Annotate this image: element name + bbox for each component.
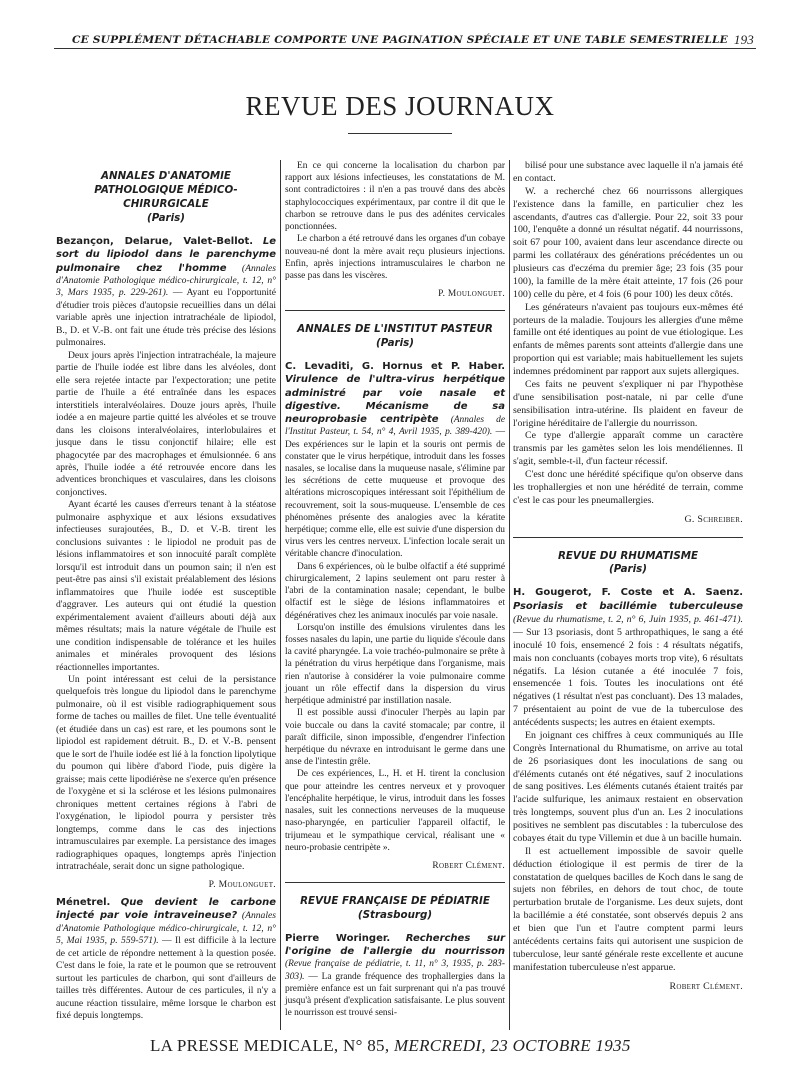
section-title: ANNALES D'ANATOMIE PATHOLOGIQUE MÉDICO-CHIRURGICALE [94,170,238,210]
article-paragraph: Le charbon a été retrouvé dans les organes d'un cobaye nouveau-né dont la mère avait reçu plusieurs injections. Enfin, après injections intramusculaires le charbon ne passe pas dans les viscères. [285,234,505,281]
page-number: 193 [733,32,754,47]
article-paragraph: De ces expériences, L., H. et H. tirent la conclusion que pour atteindre les centres nerveux et y provoquer l'encéphalite herpétique, le virus, introduit dans les fosses nasales, suit les connections nerveuses de la muqueuse naso-pharyngée, en particulier l'appareil olfactif, le trijumeau et le sympathique cervical, réalisant une « neuro-probasie centripète ». [285,769,505,853]
article-signature: Robert Clément. [432,860,505,871]
column-divider [509,160,510,1030]
article-paragraph: Ce type d'allergie apparaît comme un caractère transmis par les gamètes selon les lois mendéliennes. Il s'agit, semble-t-il, d'un facteur récessif. [513,430,743,468]
section-place: (Paris) [376,337,414,350]
article-paragraph: Dans 6 expériences, où le bulbe olfactif a été supprimé chirurgicalement, 2 lapins seulement ont paru rester à l'abri de la contamination nasale; cependant, le bulbe olfactif est le siège de lésions inflammatoires et dégénératives chez les animaux inoculés par voie nasale. [285,561,505,621]
article-title: Virulence de l'ultra-virus herpétique administré par voie nasale et digestive. Mécanisme de sa neuroprobasie centripète [285,374,505,426]
section-title: REVUE DU RHUMATISME [557,549,699,562]
title-rule [348,133,452,134]
section-heading [285,310,505,351]
article-paragraph: C'est donc une hérédité spécifique qu'on observe dans les trophallergies et non une hérédité de terrain, comme c'est le cas pour les pneumallergies. [513,469,743,506]
article-paragraph: Il est possible aussi d'inoculer l'herpès au lapin par voie buccale ou dans la cavité stomacale; par contre, il paraît difficile, sinon impossible, d'engendrer l'infection herpétique du névraxe en introduisant le germe dans une anse de l'intestin grêle. [285,708,505,768]
article-heading [56,235,276,350]
header-line: CE SUPPLÉMENT DÉTACHABLE COMPORTE UNE PAGINATION SPÉCIALE ET UNE TABLE SEMESTRIELLE [72,34,728,46]
column-2 [285,160,505,1019]
article-authors: H. Gougerot, F. Coste et A. Saenz. [513,587,743,599]
article-authors: Bezançon, Delarue, Valet-Bellot. [56,235,254,247]
article-paragraph: Ayant écarté les causes d'erreurs tenant à la stéatose pulmonaire asphyxique et aux lésions exsudatives infectieuses surajoutées, B., D. et V.-B. tirent les conclusions suivantes : le lipiodol ne produit pas de lésions inflammatoires et son innocuité paraît complète lorsqu'il est introduit dans un poumon sain; il n'en est peut-être pas ainsi s'il existait préalablement des lésions inflammatoires que l'huile iodée est susceptible d'aggraver. Les auteurs qui ont étudié la question expérimentalement avaient d'ailleurs abouti déjà aux mêmes résultats; mais la nature végétale de l'huile est une condition indispensable de tolérance et les huiles animales et minérales provoquent des lésions réactionnelles importantes. [56,499,276,673]
article-reference: (Annales d'Anatomie Pathologique médico-chirurgicale, t. 12, n° 5, Mai 1935, p. 559-571). [56,910,276,947]
section-title: ANNALES DE L'INSTITUT PASTEUR [297,323,493,336]
article-paragraph: Un point intéressant est celui de la persistance quelquefois très longue du lipiodol dans le parenchyme pulmonaire, où il est visible radiographiquement sous forme de taches ou mailles de filet. Une telle éventualité (et étudiée dans un cas) est rare, et les poumons sont le lipiodol est rapidement détruit. B., D. et V.-B. pensent que le sort de l'huile iodée est lié à la fonction lipolytique du poumon qui libère d'abord l'iode, puis digère la graisse; mais cette lipodiérèse ne s'exerce qu'en présence de l'oxygène et si la sclérose et les lésions pulmonaires chroniques mettent certaines régions à l'abri de l'oxygénation, le lipiodol pourra y persister très longtemps, comme dans le cas des injections intramusculaires par exemple. La persistance des images radiographiques opaques, longtemps après l'injection intratrachéale, serait donc un signe pathologique. [56,673,276,872]
article-reference: (Annales de l'Institut Pasteur, t. 54, n° 4, Avril 1935, p. 389-420). [285,415,505,438]
article-paragraph: — Il est difficile à la lecture de cet article de répondre nettement à la question posée. C'est dans le foie, la rate et le poumon que se retrouvent surtout les particules de charbon, qui sont d'ailleurs de tailles très différentes. Autour de ces particules, il n'y a aucune réaction tissulaire, même lorsque le charbon est fixé depuis longtemps. [56,935,276,1022]
article-paragraph: — Ayant eu l'opportunité d'étudier trois pièces d'autopsie recueillies dans un délai variable après une injection intratrachéale de lipiodol, B., D. et V.-B. ont fait une étude très précise des lésions pulmonaires. [56,287,276,349]
article-paragraph: bilisé pour une substance avec laquelle il n'a jamais été en contact. [513,160,743,184]
article-title: Recherches sur l'origine de l'allergie du nourrisson [285,932,505,958]
section-title: REVUE FRANÇAISE DE PÉDIATRIE [300,895,490,908]
article-paragraph: Ces faits ne peuvent s'expliquer ni par l'hypothèse d'une sensibilisation post-natale, ni par celle d'une sensibilisation intra-utérine. Ils plaident en faveur de l'origine héréditaire de l'allergie du nourrisson. [513,378,743,429]
page-header [54,28,756,49]
section-place: (Paris) [147,211,185,224]
article-reference: (Revue du rhumatisme, t. 2, n° 6, Juin 1935, p. 461-471). [513,614,743,626]
article-authors: Ménetrel. [56,896,111,908]
article-title: Psoriasis et bacillémie tuberculeuse [513,601,743,613]
article-paragraph: Lorsqu'on instille des émulsions virulentes dans les fosses nasales du lapin, une partie du liquide s'écoule dans la cavité pharyngée. La voie trachéo-pulmonaire se prête à la pénétration du virus herpétique dans l'organisme, mais rien n'autorise à considérer la voie pulmonaire comme jouant un rôle effectif dans la dispersion du virus herpétique administré par instillation nasale. [285,622,505,707]
article-paragraph: En ce qui concerne la localisation du charbon par rapport aux lésions infectieuses, les constatations de M. sont contradictoires : il n'en a pas trouvé dans des abcès staphylococciques expérimentaux, par contre il dit que le charbon se retrouve dans le pus des adénites cervicales ponctionnées. [285,161,505,233]
page-title: REVUE DES JOURNAUX [245,91,555,121]
article-paragraph: W. a recherché chez 66 nourrissons allergiques l'existence dans la famille, en particulier chez les ascendants, d'autres cas d'allergie. Pour 22, soit 33 pour 100, l'enquête a donné un résultat négatif. 44 nourrissons, soit 67 pour 100, avaient dans leur ascendance directe ou parmi les collatéraux des générations précédentes un ou plusieurs cas d'eczéma du premier âge; 23 fois (35 pour 100), la famille de la mère était atteinte, 17 fois (26 pour 100) celle du père, et 4 fois (6 pour 100) les deux côtés. [513,185,743,300]
article-signature: P. Moulonguet. [438,289,505,300]
article-title: Le sort du lipiodol dans le parenchyme pulmonaire chez l'homme [56,235,276,274]
article-heading [285,932,505,1020]
article-heading [285,360,505,561]
section-heading [56,170,276,226]
footer-date: MERCREDI, 23 OCTOBRE 1935 [393,1036,631,1055]
page-footer [150,1036,750,1056]
article-paragraph: Les générateurs n'avaient pas toujours eux-mêmes été porteurs de la maladie. Toujours les allergies d'une même famille ont été identiques au point de vue étiologique. Les enfants de mêmes parents sont atteints d'allergie dans une proportion qui est variable; mais habituellement les sujets indemnes prédominent par rapport aux sujets allergiques. [513,301,743,377]
section-place: (Strasbourg) [357,909,433,922]
article-paragraph: — La grande fréquence des trophallergies dans la première enfance est un fait surprenant qui n'a pas trouvé jusqu'à présent d'explication satisfaisante. Le plus souvent le nourrisson est trouvé sensi- [285,971,506,1019]
article-signature: Robert Clément. [669,980,743,992]
article-authors: Pierre Woringer. [285,932,391,944]
article-signature: P. Moulonguet. [208,879,276,891]
article-reference: (Annales d'Anatomie Pathologique médico-chirurgicale, t. 12, n° 3, Mars 1935, p. 229-261). [56,262,276,299]
article-title: Que devient le carbone injecté par voie intraveineuse? [56,896,276,922]
section-heading [285,882,505,923]
article-paragraph: En joignant ces chiffres à ceux communiqués au IIIe Congrès International du Rhumatisme, on arrive au total de 26 psoriasiques dont les inoculations de sang ou d'éléments cutanés ont été négatives, sauf 2 inoculations de sang positives. Les éléments cutanés étaient traités par l'acide sulfurique, les animaux restaient en observation très longtemps, souvent plus d'un an. Les 2 inoculations positives ne semblent pas discutables : la tuberculose des cobayes était du type Villemin et due à un bacille humain. [513,729,743,844]
section-heading [513,537,743,578]
footer-journal: LA PRESSE MEDICALE, N° 85, [150,1036,390,1055]
article-paragraph: Deux jours après l'injection intratrachéale, la majeure partie de l'huile iodée est libre dans les alvéoles, dont elle sera rejetée intacte par l'expectoration; une petite partie de l'huile a été entraînée dans les espaces interstitiels interalvéolaires. Douze jours après, l'huile iodée a en majeure partie quitté les alvéoles et se trouve dans les cloisons interalvéolaires, interlobulaires et jusque dans le tissu conjonctif hilaire; elle est phagocytée par des macrophages et émulsionnée. 6 ans après, l'huile iodée a été retrouvée encore dans les adventices bronchiques et vasculaires, dans les cloisons conjonctives. [56,349,276,498]
column-divider [280,160,281,1030]
article-heading [56,896,276,1023]
article-heading [513,586,743,730]
article-authors: C. Levaditi, G. Hornus et P. Haber. [285,361,505,373]
column-1 [56,160,276,1023]
article-reference: (Revue française de pédiatrie, t. 11, n° 3, 1935, p. 283-303). [285,959,505,982]
column-3 [513,160,743,997]
article-signature: G. Schreiber. [684,513,743,525]
article-paragraph: Il est actuellement impossible de savoir quelle déduction étiologique il est permis de tirer de la constatation de quelques bacilles de Koch dans le sang de sujets non fébriles, en dehors de tout choc, de toute perturbation brutale de l'organisme. Les deux sujets, dont la bacillémie a été constatée, sont observés depuis 2 ans et bien que l'un et l'autre comptent parmi leurs antécédents certains faits qui autorisent une suspicion de tuberculose, leur santé générale reste excellente et aucune manifestation tuberculeuse n'est apparue. [513,845,743,973]
article-paragraph: — Sur 13 psoriasis, dont 5 arthropathiques, le sang a été inoculé 10 fois, ensemencé 2 fois : 4 résultats négatifs, mais non concluants (cobayes morts trop vite), 6 résultats négatifs. La lésion cutanée a été inoculée 7 fois, ensemencée 1 fois. Toutes les inoculations ont été négatives (1 résultat n'est pas concluant). Des 13 malades, 7 présentaient au point de vue de la tuberculose des antécédents suspects; les autres en étaient exempts. [513,626,743,729]
section-place: (Paris) [609,563,647,576]
article-paragraph: — Des expériences sur le lapin et la souris ont permis de constater que le virus herpétique, introduit dans les fosses nasales, se localise dans la muqueuse nasale, s'élimine par les sécrétions de cette muqueuse et provoque des altérations microscopiques intéressant soit l'épithélium de recouvrement, soit la sous-muqueuse. L'ensemble de ces phénomènes présente des analogies avec la kératite herpétique; comme elle, elle est suivie d'une dispersion du virus vers les centres nerveux. L'infection locale serait un véritable chancre d'inoculation. [285,427,506,560]
